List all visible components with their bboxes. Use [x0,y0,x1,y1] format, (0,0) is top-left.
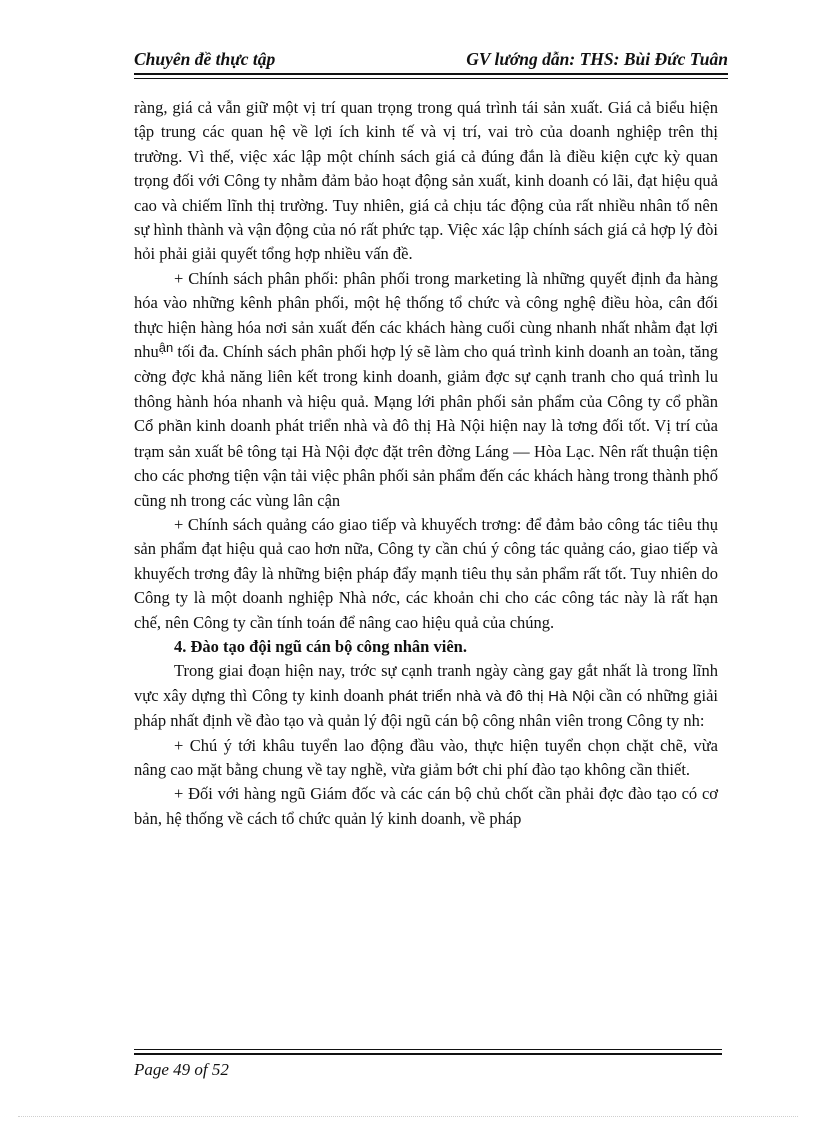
header-rule-thin [134,78,728,79]
paragraph-management: + Đối với hàng ngũ Giám đốc và các cán bộ chủ chốt cần phải đợc đào tạo có cơ bản, hệ thống về cách tổ chức quản lý kinh doanh, về pháp [134,784,718,828]
paragraph-pricing: ràng, giá cả vẫn giữ một vị trí quan trọng trong quá trình tái sản xuất. Giá cả biểu hiện tập trung các quan hệ về lợi ích kinh tế và vị trí, vai trò của doanh nghiệp trên thị trường. Vì thế, việc xác lập một chính sách giá cả đúng đắn là điều kiện cực kỳ quan trọng đối với Công ty nhằm đảm bảo hoạt động sản xuất, kinh doanh có lãi, đạt hiệu quả cao và chiếm lĩnh thị trường. Tuy nhiên, giá cả chịu tác động của rất nhiều nhân tố nên sự hình thành và vận động của nó rất phức tạp. Việc xác lập chính sách giá cả hợp lý đòi hỏi phải giải quyết tổng hợp nhiều vấn đề. [134,98,718,264]
footer-rule-thin [134,1049,722,1050]
distribution-text-b: tối đa. Chính sách phân phối hợp lý sẽ làm cho quá trình kinh doanh an toàn, tăng cờng đợc khả năng liên kết trong kinh doanh, giảm đợc sự cạnh tranh cho quá trình lu thông hành hóa nhanh và hiệu quả. Mạng lới phân phối sản phẩm của Công ty cổ phần C [134,342,718,436]
training-text-a: Trong giai đoạn hiện nay, trớc sự cạnh tranh ngày càng gay gắt nhất là trong lĩnh vực xây dựng thì Công ty kinh doanh [134,661,718,705]
paragraph-training-intro [134,659,718,733]
page-edge-divider [18,1116,798,1117]
training-sans-fragment: phát triển nhà và đô thị Hà Nội [388,687,595,705]
footer-rule-thick [134,1053,722,1055]
paragraph-distribution [134,267,718,513]
header-rule-thick [134,73,728,75]
paragraph-recruitment: + Chú ý tới khâu tuyển lao động đầu vào, thực hiện tuyển chọn chặt chẽ, vừa nâng cao mặt bằng chung về tay nghề, vừa giảm bớt chi phí đào tạo không cần thiết. [134,735,718,779]
distribution-text-a: + Chính sách phân phối: phân phối trong marketing là những quyết định đa hàng hóa vào những kênh phân phối, một hệ thống tổ chức và công nghệ điều hòa, cân đối thực hiện hàng hóa nơi sản xuất đến các khách hàng cuối cùng nhanh nhất nhằm đạt lợi nhu [134,268,718,362]
section-heading: 4. Đào tạo đội ngũ cán bộ công nhân viên. [174,636,467,656]
page-number: Page 49 of 52 [134,1060,229,1079]
header-title: Chuyên đề thực tập [134,49,276,69]
paragraph-advertising: + Chính sách quảng cáo giao tiếp và khuyếch trơng: để đảm bảo công tác tiêu thụ sản phẩm đạt hiệu quả cao hơn nữa, Công ty cần chú ý công tác quảng cáo, giao tiếp và khuyếch trơng đây là những biện pháp đẩy mạnh tiêu thụ sản phẩm rất tốt. Tuy nhiên do Công ty là một doanh nghiệp Nhà nớc, các khoản chi cho các công tác này là rất hạn chế, nên Công ty cần tính toán để nâng cao hiệu quả của chúng. [134,514,718,632]
page-body [134,96,718,831]
distribution-sans-fragment: ổ phần [145,418,192,436]
distribution-superscript: ận [158,340,174,356]
header-advisor: GV lướng dẫn: THS: Bùi Đức Tuân [466,49,728,69]
training-text-c: cần có những giải pháp nhất định về đào tạo và quản lý đội ngũ cán bộ công nhân viên trong Công ty nh: [134,685,719,731]
distribution-text-c: kinh doanh phát triển nhà và đô thị Hà Nội hiện nay là tơng đối tốt. Vị trí của trạm sản xuất bê tông tại Hà Nội đợc đặt trên đờng Láng — Hòa Lạc. Nên rất thuận tiện cho các phơng tiện vận tải việc phân phối sản phẩm đến các khách hàng trong thành phố cũng nh trong các vùng lân cận [134,416,718,510]
page-header [134,48,728,76]
page-footer [134,1049,722,1081]
